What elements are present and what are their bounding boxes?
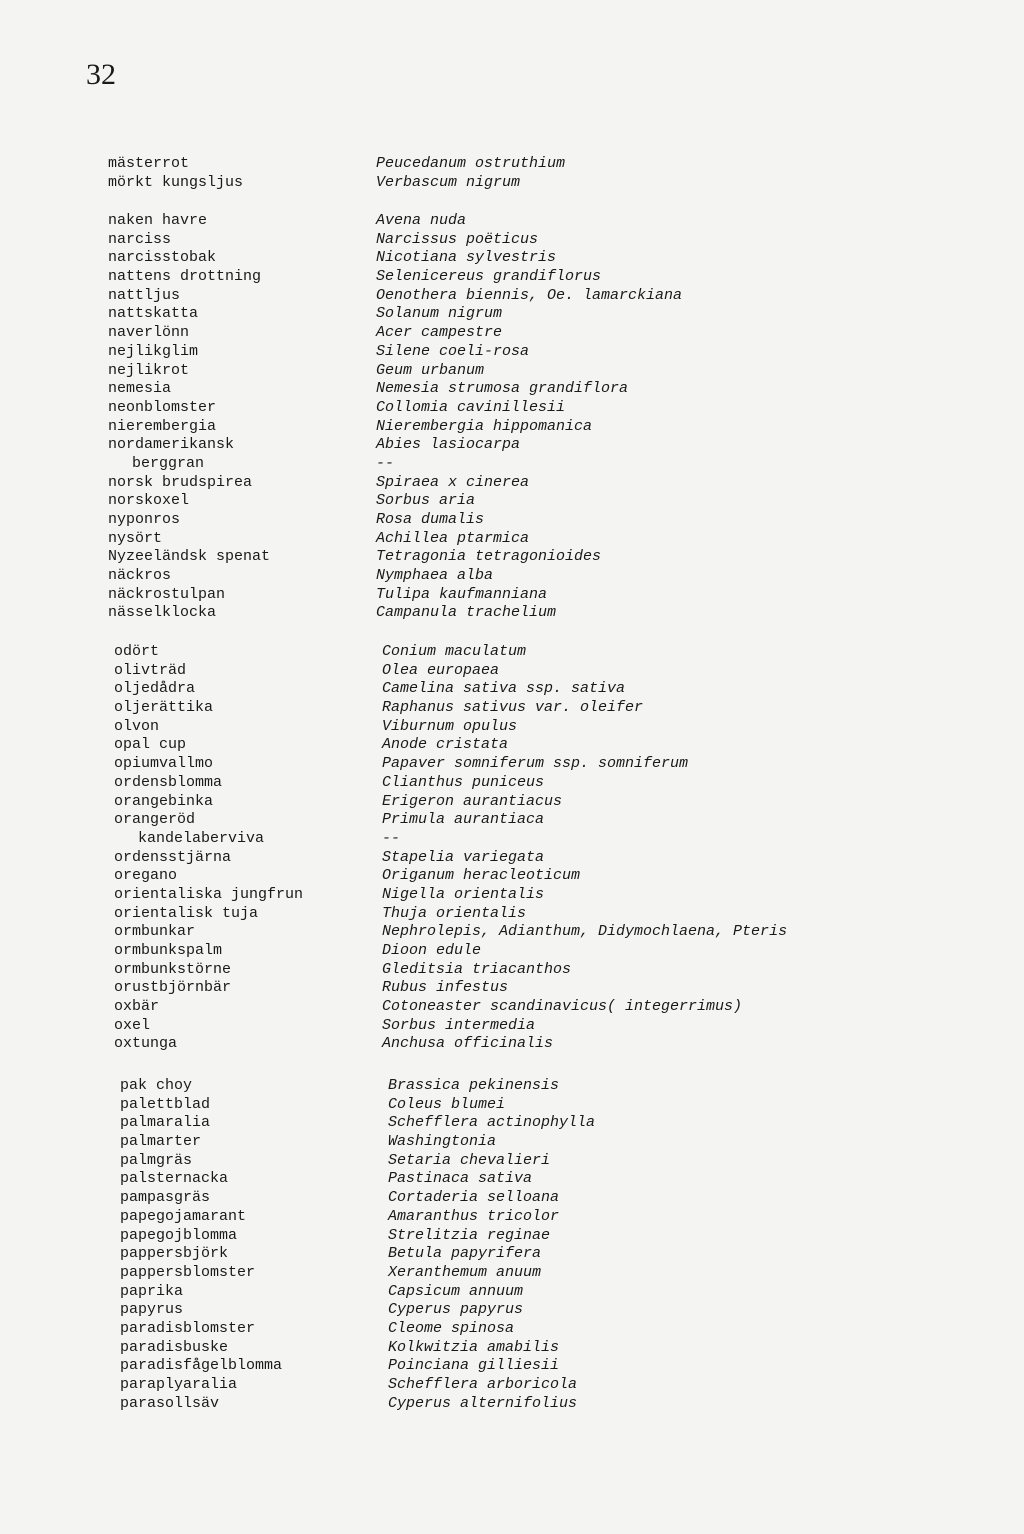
entry-row	[114, 886, 934, 905]
latin-name: Xeranthemum anuum	[388, 1263, 542, 1281]
swedish-name: papegojamarant	[120, 1207, 247, 1225]
latin-name: Betula papyrifera	[388, 1245, 542, 1263]
latin-name: Cortaderia selloana	[388, 1189, 560, 1207]
entry-row	[114, 643, 934, 662]
entry-row	[120, 1301, 940, 1320]
entry-row	[114, 998, 934, 1017]
swedish-name: palettblad	[120, 1095, 211, 1113]
entry-row	[108, 530, 928, 549]
swedish-name: odört	[114, 643, 160, 660]
latin-name: Camelina sativa ssp. sativa	[382, 680, 626, 698]
swedish-name: papyrus	[120, 1301, 184, 1319]
latin-name: Viburnum opulus	[382, 717, 518, 735]
entry-row	[114, 1017, 934, 1036]
swedish-name: nemesia	[108, 380, 172, 398]
entry-row	[120, 1208, 940, 1227]
entry-group	[120, 1077, 940, 1413]
entry-row	[108, 474, 928, 493]
entry-row	[120, 1395, 940, 1414]
entry-row	[114, 942, 934, 961]
entry-row	[108, 212, 928, 231]
entry-row	[120, 1227, 940, 1246]
swedish-name: pappersbjörk	[120, 1245, 229, 1263]
entry-group	[108, 155, 928, 192]
entry-row	[120, 1376, 940, 1395]
entry-row	[114, 793, 934, 812]
swedish-name: naken havre	[108, 212, 208, 229]
latin-name: Peucedanum ostruthium	[376, 155, 566, 172]
entry-row	[114, 905, 934, 924]
swedish-name: nyponros	[108, 511, 181, 528]
entry-row	[120, 1114, 940, 1133]
entry-row	[108, 511, 928, 530]
entry-row	[114, 736, 934, 755]
entry-row	[108, 249, 928, 268]
latin-name: Primula aurantiaca	[382, 811, 545, 829]
latin-name: Achillea ptarmica	[376, 529, 530, 547]
latin-name: Geum urbanum	[376, 361, 485, 379]
swedish-name: paraplyaralia	[120, 1376, 238, 1393]
swedish-name: ormbunkstörne	[114, 960, 232, 978]
latin-name: Selenicereus grandiflorus	[376, 268, 602, 286]
entry-row	[108, 287, 928, 306]
latin-name: Clianthus puniceus	[382, 773, 545, 791]
swedish-name: ormbunkar	[114, 923, 196, 941]
latin-name: Rubus infestus	[382, 979, 509, 997]
swedish-name: paradisbuske	[120, 1338, 229, 1356]
swedish-name: oljedådra	[114, 680, 196, 698]
entry-row	[108, 586, 928, 605]
latin-name: Washingtonia	[388, 1133, 497, 1151]
entry-row	[114, 867, 934, 886]
latin-name: Nigella orientalis	[382, 885, 545, 903]
entry-row	[108, 492, 928, 511]
latin-name: Tulipa kaufmanniana	[376, 585, 548, 603]
entry-row	[108, 268, 928, 287]
swedish-name: nysört	[108, 529, 163, 547]
latin-name: Silene coeli-rosa	[376, 342, 530, 360]
entry-row	[108, 548, 928, 567]
swedish-name: papegojblomma	[120, 1226, 238, 1244]
swedish-name: kandelaberviva	[138, 829, 265, 847]
swedish-name: pak choy	[120, 1077, 193, 1094]
swedish-name: naverlönn	[108, 324, 190, 342]
latin-name: Brassica pekinensis	[388, 1077, 560, 1094]
entry-row	[108, 604, 928, 623]
latin-name: Collomia cavinillesii	[376, 398, 566, 416]
latin-name: Capsicum annuum	[388, 1282, 524, 1300]
swedish-name: palsternacka	[120, 1170, 229, 1188]
latin-name: Stapelia variegata	[382, 848, 545, 866]
swedish-name: norsk brudspirea	[108, 473, 253, 491]
entry-row	[108, 155, 928, 174]
entry-row	[120, 1245, 940, 1264]
entry-row	[108, 380, 928, 399]
latin-name: Strelitzia reginae	[388, 1226, 551, 1244]
swedish-name: ormbunkspalm	[114, 942, 223, 959]
swedish-name: opiumvallmo	[114, 755, 214, 773]
swedish-name: Nyzeeländsk spenat	[108, 548, 271, 566]
swedish-name: oregano	[114, 867, 178, 885]
latin-name: Conium maculatum	[382, 643, 527, 660]
entry-row	[114, 830, 934, 849]
entry-row	[114, 961, 934, 980]
entry-row	[108, 231, 928, 250]
entry-row	[114, 923, 934, 942]
swedish-name: nejlikglim	[108, 342, 199, 360]
latin-name: Narcissus poëticus	[376, 230, 539, 248]
latin-name: Verbascum nigrum	[376, 173, 521, 191]
entry-row	[120, 1152, 940, 1171]
entry-row	[108, 305, 928, 324]
latin-name: Papaver somniferum ssp. somniferum	[382, 755, 689, 773]
swedish-name: parasollsäv	[120, 1394, 220, 1412]
latin-name: Erigeron aurantiacus	[382, 792, 563, 810]
swedish-name: mörkt kungsljus	[108, 173, 244, 191]
swedish-name: palmaralia	[120, 1114, 211, 1132]
entry-row	[114, 979, 934, 998]
entry-row	[114, 718, 934, 737]
entry-row	[114, 699, 934, 718]
latin-name: Olea europaea	[382, 661, 500, 679]
latin-name: Nicotiana sylvestris	[376, 249, 557, 267]
swedish-name: olvon	[114, 717, 160, 735]
latin-name: Thuja orientalis	[382, 904, 527, 922]
swedish-name: nierembergia	[108, 417, 217, 435]
entry-row	[108, 399, 928, 418]
entry-row	[108, 343, 928, 362]
swedish-name: orangeröd	[114, 811, 196, 829]
swedish-name: olivträd	[114, 661, 187, 679]
latin-name: Oenothera biennis, Oe. lamarckiana	[376, 286, 683, 304]
entry-group	[108, 212, 928, 623]
entry-row	[120, 1133, 940, 1152]
latin-name: Acer campestre	[376, 324, 503, 342]
entry-row	[108, 362, 928, 381]
swedish-name: ordensblomma	[114, 773, 223, 791]
swedish-name: neonblomster	[108, 398, 217, 416]
latin-name: Anode cristata	[382, 736, 509, 754]
latin-name: Origanum heracleoticum	[382, 867, 581, 885]
swedish-name: nattljus	[108, 286, 181, 304]
swedish-name: nejlikrot	[108, 361, 190, 379]
latin-name: Tetragonia tetragonioides	[376, 548, 602, 566]
entry-row	[108, 324, 928, 343]
swedish-name: pampasgräs	[120, 1189, 211, 1207]
latin-name: Solanum nigrum	[376, 305, 503, 323]
swedish-name: orustbjörnbär	[114, 979, 232, 997]
entry-row	[120, 1339, 940, 1358]
swedish-name: oxbär	[114, 998, 160, 1016]
swedish-name: nässelklocka	[108, 604, 217, 622]
swedish-name: narciss	[108, 230, 172, 248]
latin-name: Avena nuda	[376, 212, 467, 229]
swedish-name: paradisfågelblomma	[120, 1357, 283, 1375]
swedish-name: opal cup	[114, 736, 187, 754]
entry-row	[108, 455, 928, 474]
entry-row	[120, 1170, 940, 1189]
entry-row	[114, 849, 934, 868]
entry-row	[108, 436, 928, 455]
swedish-name: orientalisk tuja	[114, 904, 259, 922]
latin-name: Amaranthus tricolor	[388, 1207, 560, 1225]
swedish-name: nordamerikansk	[108, 436, 235, 454]
latin-name: Cotoneaster scandinavicus( integerrimus)	[382, 998, 743, 1016]
latin-name: Abies lasiocarpa	[376, 436, 521, 454]
swedish-name: nattens drottning	[108, 268, 262, 286]
entry-row	[114, 755, 934, 774]
swedish-name: norskoxel	[108, 492, 190, 510]
swedish-name: nattskatta	[108, 305, 199, 323]
page-number: 32	[86, 58, 116, 91]
entry-row	[108, 418, 928, 437]
latin-name: Anchusa officinalis	[382, 1035, 554, 1053]
latin-name: Nephrolepis, Adianthum, Didymochlaena, Pteris	[382, 923, 788, 941]
entry-row	[114, 811, 934, 830]
latin-name: Cleome spinosa	[388, 1319, 515, 1337]
entry-row	[108, 174, 928, 193]
latin-name: Nierembergia hippomanica	[376, 417, 593, 435]
entry-row	[120, 1077, 940, 1096]
entry-row	[108, 567, 928, 586]
latin-name: Schefflera arboricola	[388, 1376, 578, 1393]
entry-row	[114, 680, 934, 699]
latin-name: --	[382, 829, 401, 847]
swedish-name: oxtunga	[114, 1035, 178, 1053]
latin-name: Nemesia strumosa grandiflora	[376, 380, 629, 398]
swedish-name: palmarter	[120, 1133, 202, 1151]
swedish-name: paradisblomster	[120, 1319, 256, 1337]
entry-row	[120, 1357, 940, 1376]
latin-name: --	[376, 454, 395, 472]
latin-name: Schefflera actinophylla	[388, 1114, 596, 1132]
latin-name: Sorbus aria	[376, 492, 476, 510]
entry-row	[120, 1189, 940, 1208]
latin-name: Dioon edule	[382, 942, 482, 959]
swedish-name: näckrostulpan	[108, 585, 226, 603]
entry-row	[114, 774, 934, 793]
swedish-name: pappersblomster	[120, 1263, 256, 1281]
entry-row	[120, 1283, 940, 1302]
swedish-name: mästerrot	[108, 155, 190, 172]
swedish-name: paprika	[120, 1282, 184, 1300]
latin-name: Spiraea x cinerea	[376, 473, 530, 491]
latin-name: Campanula trachelium	[376, 604, 557, 622]
entry-row	[120, 1320, 940, 1339]
latin-name: Cyperus alternifolius	[388, 1394, 578, 1412]
latin-name: Cyperus papyrus	[388, 1301, 524, 1319]
latin-name: Pastinaca sativa	[388, 1170, 533, 1188]
swedish-name: berggran	[132, 454, 205, 472]
latin-name: Rosa dumalis	[376, 511, 485, 528]
latin-name: Gleditsia triacanthos	[382, 960, 572, 978]
swedish-name: ordensstjärna	[114, 848, 232, 866]
latin-name: Kolkwitzia amabilis	[388, 1338, 560, 1356]
entry-row	[120, 1096, 940, 1115]
entry-row	[114, 1035, 934, 1054]
entry-group	[114, 643, 934, 1054]
swedish-name: näckros	[108, 567, 172, 585]
entry-row	[120, 1264, 940, 1283]
swedish-name: orangebinka	[114, 792, 214, 810]
swedish-name: narcisstobak	[108, 249, 217, 267]
swedish-name: oxel	[114, 1016, 151, 1034]
latin-name: Nymphaea alba	[376, 567, 494, 585]
swedish-name: palmgräs	[120, 1151, 193, 1169]
latin-name: Poinciana gilliesii	[388, 1357, 560, 1375]
latin-name: Coleus blumei	[388, 1095, 506, 1113]
latin-name: Raphanus sativus var. oleifer	[382, 699, 644, 717]
latin-name: Sorbus intermedia	[382, 1016, 536, 1034]
swedish-name: oljerättika	[114, 699, 214, 717]
latin-name: Setaria chevalieri	[388, 1151, 551, 1169]
entry-row	[114, 662, 934, 681]
swedish-name: orientaliska jungfrun	[114, 885, 304, 903]
